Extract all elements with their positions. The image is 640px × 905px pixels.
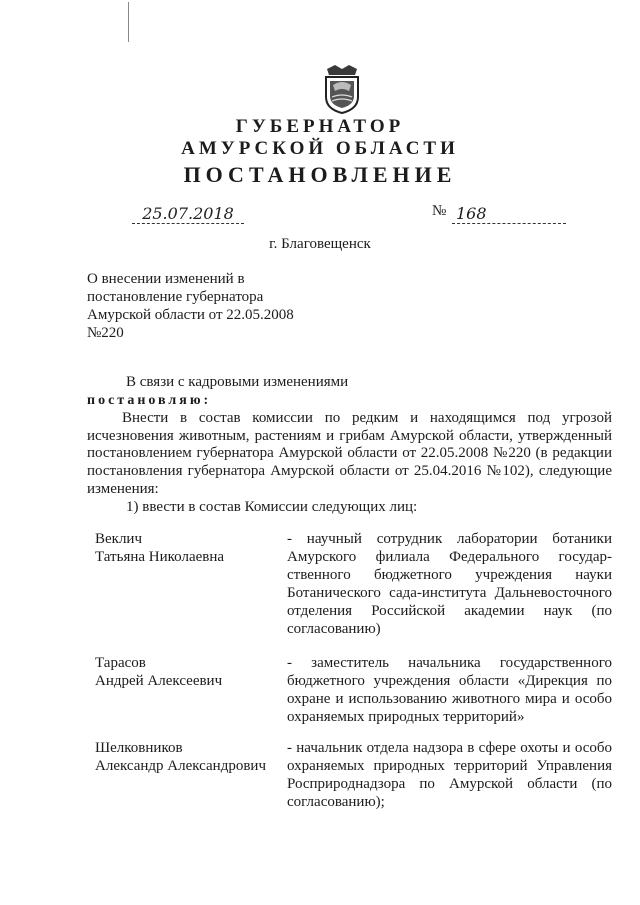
list-item-heading: 1) ввести в состав Комиссии следующих лиц: [126, 499, 418, 515]
document-type-title: ПОСТАНОВЛЕНИЕ [183, 162, 457, 187]
member-name [95, 654, 222, 690]
member-role: - заместитель начальника государственного бюджетного учреждения области «Дирекция по охране и использованию животного мира и особо охраняемых природных территорий» [287, 655, 612, 725]
member-role: - научный сотрудник лаборатории ботаники Амурского филиала Федерального государ-ственного бюджетного учреждения науки Ботанического сада-института Дальневосточного отделения Российской академии наук (по согласованию) [287, 531, 612, 637]
member-name [95, 530, 224, 566]
header-governor: ГУБЕРНАТОР [235, 116, 405, 137]
document-subject: О внесении изменений в постановление губернатора Амурской области от 22.05.2008 №220 [87, 271, 294, 341]
header-region: АМУРСКОЙ ОБЛАСТИ [181, 138, 459, 159]
decree-word: постановляю: [87, 393, 212, 408]
handwritten-date: 25.07.2018 [132, 204, 244, 224]
city-label: г. Благовещенск [269, 236, 371, 252]
member-role: - начальник отдела надзора в сфере охоты и особо охраняемых природных территорий Управления Росприроднадзора по Амурской области (по согласованию); [287, 740, 612, 810]
intro-paragraph: В связи с кадровыми изменениями [126, 374, 349, 390]
member-surname: Шелковников [95, 740, 183, 756]
member-given-names: Андрей Алексеевич [95, 673, 223, 689]
body-paragraph: Внести в состав комиссии по редким и находящимся под угрозой исчезновения животным, растениям и грибам Амурской области, утвержденный постановлением губернатора Амурской области от 22.05.2008 №220 (в редакции постановления губернатора Амурской области от 25.04.2016 №102), следующие изменения: [87, 410, 612, 497]
handwritten-number: 168 [452, 204, 566, 224]
member-surname: Веклич [95, 531, 143, 547]
member-name [95, 739, 266, 775]
member-given-names: Александр Александрович [95, 758, 266, 774]
coat-of-arms-emblem-icon [321, 63, 363, 115]
scan-artifact-mark [128, 2, 132, 42]
member-given-names: Татьяна Николаевна [95, 549, 225, 565]
member-surname: Тарасов [95, 655, 146, 671]
number-sign: № [432, 203, 447, 219]
